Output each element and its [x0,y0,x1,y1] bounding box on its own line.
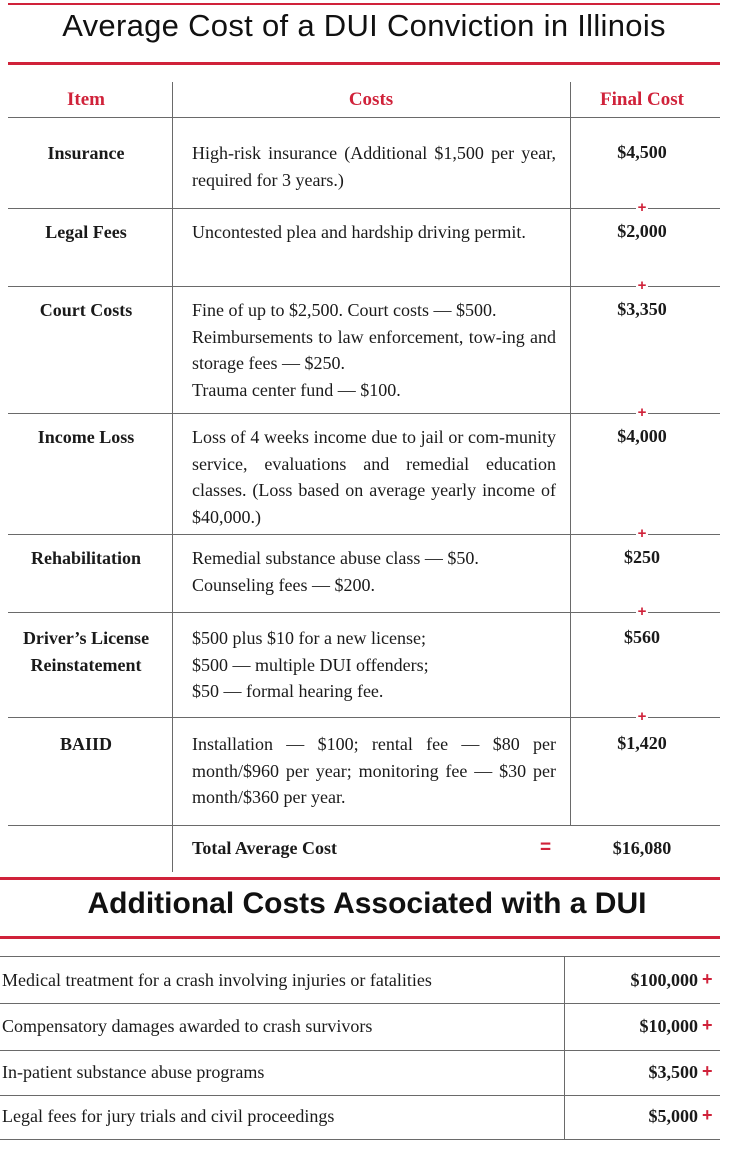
total-label: Total Average Cost [192,838,337,858]
header-bottom-rule [8,117,720,118]
row-item: Driver’s License Reinstatement [22,628,150,675]
row-item: Rehabilitation [30,548,141,568]
additional-row-divider [0,1050,720,1051]
plus-sign: + [637,603,647,620]
plus-sign: + [637,199,647,216]
additional-row-value: $100,000 [630,970,698,990]
row-divider [8,208,720,209]
section2-bottom-rule [0,936,720,939]
row-divider [8,534,720,535]
row-costs: High-risk insurance (Additional $1,500 per year, required for 3 years.) [192,143,556,190]
additional-row-label: Medical treatment for a crash involving injuries or fatalities [2,970,432,990]
equals-sign: = [540,837,552,858]
row-item: Legal Fees [45,222,127,242]
additional-costs-title: Additional Costs Associated with a DUI [87,887,647,920]
additional-row-label: In-patient substance abuse programs [2,1062,265,1082]
row-final-cost: $4,500 [617,142,667,162]
row-costs: $500 plus $10 for a new license; $500 — multiple DUI offenders; $50 — formal hearing fee. [192,628,429,701]
row-item: Income Loss [37,427,135,447]
row-item: BAIID [59,734,112,754]
row-costs: Uncontested plea and hardship driving permit. [192,222,526,242]
row-divider [8,612,720,613]
main-title: Average Cost of a DUI Conviction in Illinois [62,8,666,43]
additional-row-value: $10,000 [639,1016,698,1036]
row-divider [8,286,720,287]
row-costs: Fine of up to $2,500. Court costs — $500. Reimbursements to law enforcement, tow-ing and storage fees — $250. Trauma center fund — $100. [192,300,556,400]
plus-sign: + [702,1015,713,1035]
row-final-cost: $250 [624,547,660,567]
row-final-cost: $1,420 [617,733,667,753]
row-item: Insurance [47,143,125,163]
header-costs: Costs [348,89,394,110]
plus-sign: + [637,525,647,542]
row-costs: Installation — $100; rental fee — $80 per month/$960 per year; monitoring fee — $30 per month/$360 per year. [192,734,556,807]
additional-row-label: Compensatory damages awarded to crash survivors [2,1016,373,1036]
title-bottom-rule [8,62,720,65]
row-final-cost: $2,000 [617,221,667,241]
section2-top-rule [0,877,720,880]
plus-sign: + [702,1105,713,1125]
row-item: Court Costs [39,300,133,320]
row-divider [8,825,720,826]
additional-row-divider [0,1139,720,1140]
plus-sign: + [702,969,713,989]
additional-row-value: $5,000 [648,1106,698,1126]
row-final-cost: $560 [624,627,660,647]
row-divider [8,717,720,718]
plus-sign: + [702,1061,713,1081]
col-divider-1 [172,82,173,872]
title-top-rule [8,3,720,5]
col-divider-2 [570,82,571,826]
row-final-cost: $4,000 [617,426,667,446]
additional-row-label: Legal fees for jury trials and civil proceedings [2,1106,335,1126]
additional-row-divider [0,956,720,957]
additional-row-value: $3,500 [648,1062,698,1082]
total-value: $16,080 [612,838,672,858]
additional-row-divider [0,1003,720,1004]
row-final-cost: $3,350 [617,299,667,319]
row-divider [8,413,720,414]
additional-col-divider [564,956,565,1140]
row-costs: Remedial substance abuse class — $50. Counseling fees — $200. [192,548,479,595]
row-costs: Loss of 4 weeks income due to jail or com-munity service, evaluations and remedial education classes. (Loss based on average yearly income of $40,000.) [192,427,556,527]
plus-sign: + [637,277,647,294]
header-final-cost: Final Cost [600,89,684,110]
plus-sign: + [637,404,647,421]
plus-sign: + [637,708,647,725]
header-item: Item [67,89,105,110]
additional-row-divider [0,1095,720,1096]
